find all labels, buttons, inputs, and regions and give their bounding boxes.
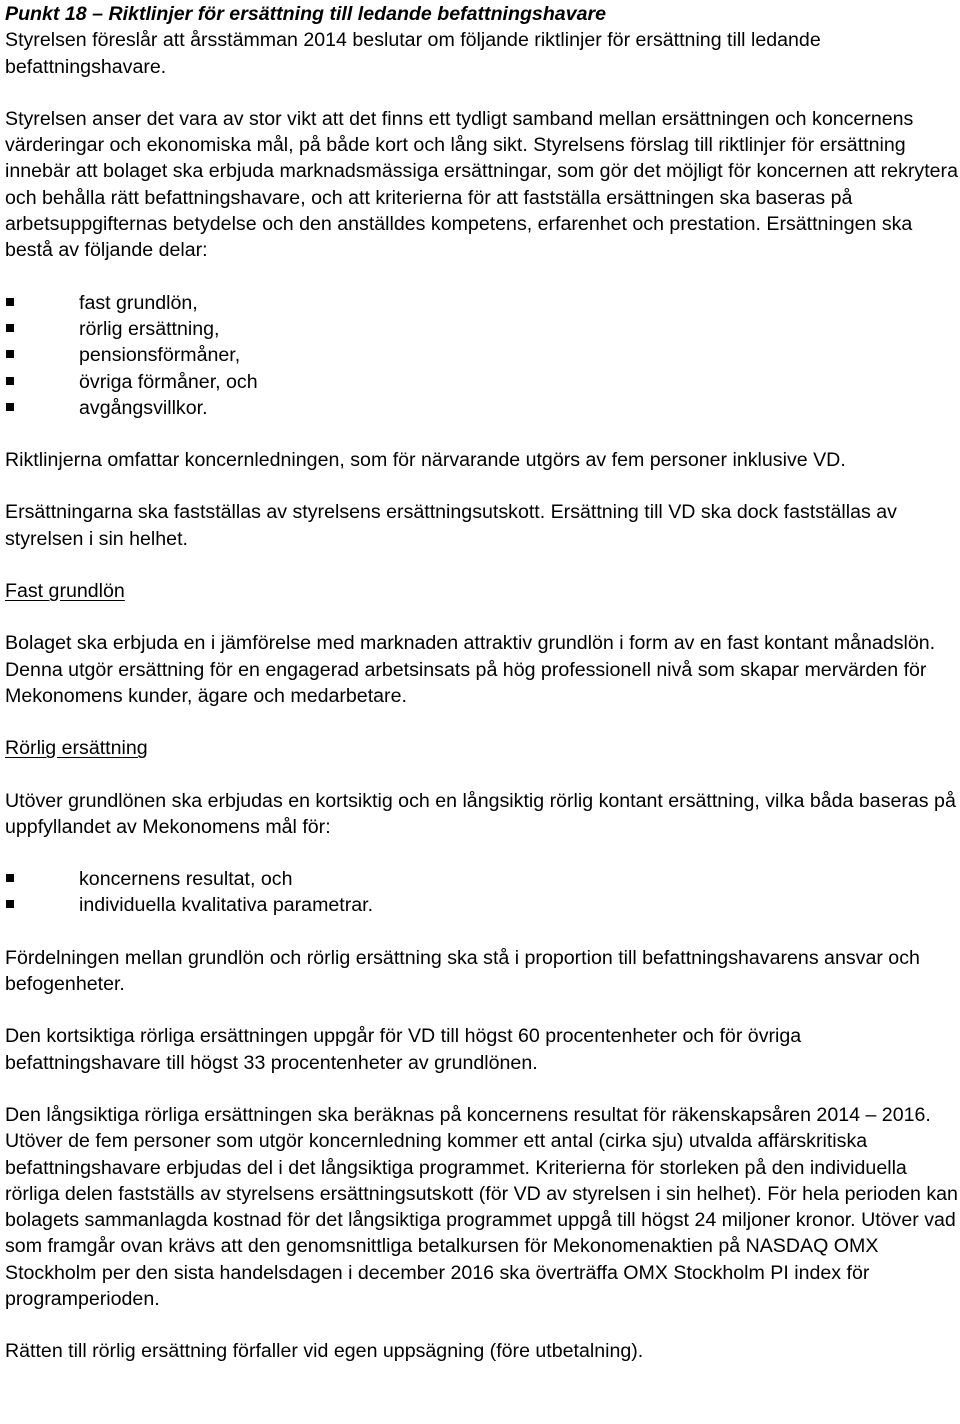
fixed-salary-paragraph: Bolaget ska erbjuda en i jämförelse med marknaden attraktiv grundlön i form av en fast kontant månadslön. Denna utgör ersättning för en engagerad arbetsinsats på hög professionell nivå som skapar mervärden för Mekonomens kunder, ägare och medarbetare. [5,632,936,707]
bullet-square-icon [6,324,14,332]
bullet-square-icon [6,350,14,358]
list-item: övriga förmåner, och [5,369,960,395]
targets-list [5,866,960,919]
long-term-paragraph: Den långsiktiga rörliga ersättningen ska beräknas på koncernens resultat för räkenskapsåren 2014 – 2016. Utöver de fem personer som utgör koncernledning kommer ett antal (cirka sju) utvalda affärskritiska befattningshavare erbjudas del i det långsiktiga programmet. Kriterierna för storleken på den individuella rörliga delen fastställs av styrelsens ersättningsutskott (för VD av styrelsen i sin helhet). För hela perioden kan bolagets sammanlagda kostnad för det långsiktiga programmet uppgå till högst 24 miljoner kronor. Utöver vad som framgår ovan krävs att den genomsnittliga betalkursen för Mekonomenaktien på NASDAQ OMX Stockholm per den sista handelsdagen i december 2016 ska överträffa OMX Stockholm PI index för programperioden. [5,1103,958,1310]
short-term-paragraph: Den kortsiktiga rörliga ersättningen uppgår för VD till högst 60 procentenheter och för övriga befattningshavare till högst 33 procentenheter av grundlönen. [5,1025,802,1074]
bullet-square-icon [6,377,14,385]
document-page [5,1,960,1365]
fixed-salary-heading: Fast grundlön [5,580,125,603]
bullet-square-icon [6,874,14,882]
scope-paragraph: Riktlinjerna omfattar koncernledningen, som för närvarande utgörs av fem personer inklusive VD. [5,449,846,472]
committee-paragraph: Ersättningarna ska fastställas av styrelsens ersättningsutskott. Ersättning till VD ska dock fastställas av styrelsen i sin helhet. [5,501,897,550]
list-item: fast grundlön, [5,290,960,316]
list-item: individuella kvalitativa parametrar. [5,892,960,918]
variable-pay-heading: Rörlig ersättning [5,737,148,760]
bullet-square-icon [6,403,14,411]
list-item: koncernens resultat, och [5,866,960,892]
forfeiture-paragraph: Rätten till rörlig ersättning förfaller vid egen uppsägning (före utbetalning). [5,1340,644,1363]
section-title: Punkt 18 – Riktlinjer för ersättning till ledande befattningshavare [5,3,607,25]
intro-paragraph: Styrelsen föreslår att årsstämman 2014 beslutar om följande riktlinjer för ersättning till ledande befattningshavare. [5,29,821,78]
distribution-paragraph: Fördelningen mellan grundlön och rörlig ersättning ska stå i proportion till befattningshavarens ansvar och befogenheter. [5,946,920,996]
list-item: pensionsförmåner, [5,342,960,368]
principles-paragraph: Styrelsen anser det vara av stor vikt att det finns ett tydligt samband mellan ersättningen och koncernens värderingar och ekonomiska mål, på både kort och lång sikt. Styrelsens förslag till riktlinjer för ersättning innebär att bolaget ska erbjuda marknadsmässiga ersättningar, som gör det möjligt för koncernen att rekrytera och behålla rätt befattningshavare, och att kriterierna för att fastställa ersättningen ska baseras på arbetsuppgifternas betydelse och den anställdes kompetens, erfarenhet och prestation. Ersättningen ska bestå av följande delar: [5,107,958,262]
compensation-components-list [5,290,960,421]
list-item: rörlig ersättning, [5,316,960,342]
variable-pay-paragraph: Utöver grundlönen ska erbjudas en kortsiktig och en långsiktig rörlig kontant ersättning, vilka båda baseras på uppfyllandet av Mekonomens mål för: [5,789,956,838]
bullet-square-icon [6,298,14,306]
list-item: avgångsvillkor. [5,395,960,421]
bullet-square-icon [6,900,14,908]
